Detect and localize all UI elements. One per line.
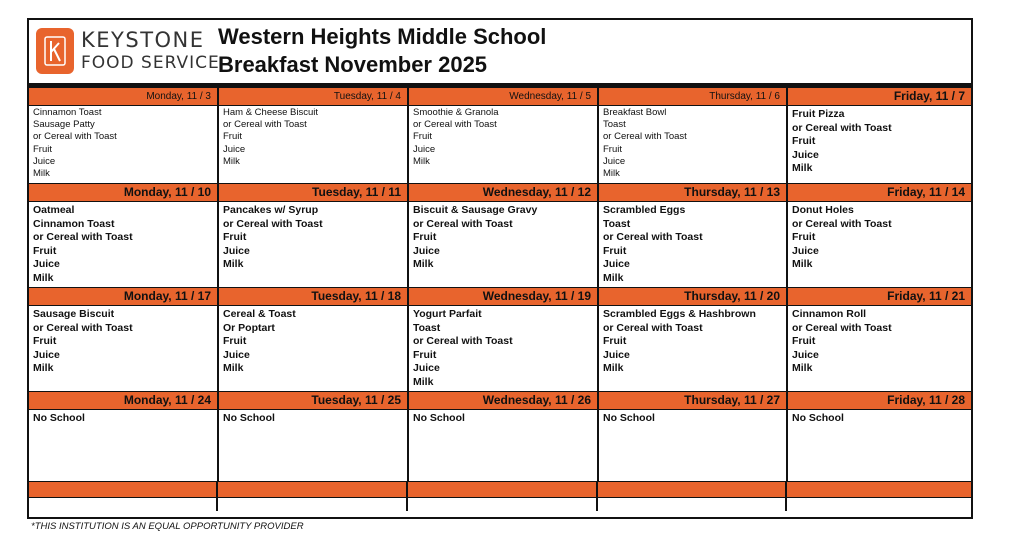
day-menu [597, 306, 786, 391]
week-header-row [29, 184, 971, 202]
menu-item: No School [33, 412, 85, 424]
menu-item: Fruit [413, 348, 437, 361]
menu-item: Milk [33, 362, 54, 375]
menu-item: Oatmeal [33, 204, 75, 216]
day-menu [407, 306, 597, 391]
menu-item: Juice [792, 348, 819, 361]
menu-item: Cinnamon Toast [33, 217, 115, 230]
menu-item: Milk [223, 155, 240, 167]
header [29, 20, 971, 88]
empty-week-body [29, 498, 971, 511]
day-header: Tuesday, 11 / 11 [217, 184, 407, 201]
menu-item: Fruit [603, 244, 627, 257]
day-menu [597, 202, 786, 287]
menu-item: Milk [792, 258, 813, 271]
menu-item: Fruit Pizza [792, 108, 845, 120]
brand-name: KEYSTONE [81, 28, 205, 52]
day-header: Tuesday, 11 / 4 [217, 88, 407, 105]
menu-item: Scrambled Eggs & Hashbrown [603, 308, 756, 320]
day-menu [786, 410, 971, 481]
menu-item: Juice [413, 362, 440, 375]
menu-item: No School [603, 412, 655, 424]
menu-item: Milk [33, 271, 54, 284]
menu-item: or Cereal with Toast [413, 119, 497, 131]
menu-item: or Cereal with Toast [413, 217, 513, 230]
week-body-row [29, 106, 971, 184]
menu-item: Juice [223, 244, 250, 257]
menu-title: Breakfast November 2025 [218, 52, 488, 77]
menu-item: Juice [33, 155, 56, 167]
menu-item: or Cereal with Toast [223, 217, 323, 230]
menu-item: or Cereal with Toast [792, 217, 892, 230]
brand-subtitle: FOOD SERVICE [81, 53, 220, 73]
menu-item: Fruit [33, 335, 57, 348]
menu-item: Juice [603, 155, 626, 167]
day-menu [597, 410, 786, 481]
day-header: Thursday, 11 / 6 [597, 88, 786, 105]
menu-item: Juice [413, 143, 436, 155]
week-header-row [29, 288, 971, 306]
day-header: Thursday, 11 / 20 [597, 288, 786, 305]
menu-item: Juice [413, 244, 440, 257]
divider [406, 498, 408, 511]
week-body-row [29, 410, 971, 482]
menu-item: Donut Holes [792, 204, 854, 216]
day-menu [407, 410, 597, 481]
menu-item: Sausage Biscuit [33, 308, 115, 320]
day-menu [407, 106, 597, 183]
day-header: Tuesday, 11 / 18 [217, 288, 407, 305]
day-menu [786, 202, 971, 287]
menu-item: Fruit [223, 131, 242, 143]
day-header: Wednesday, 11 / 19 [407, 288, 597, 305]
menu-item: Fruit [603, 143, 622, 155]
day-menu [29, 306, 217, 391]
day-menu [217, 202, 407, 287]
menu-item: or Cereal with Toast [603, 231, 703, 244]
menu-item: or Cereal with Toast [33, 231, 133, 244]
menu-item: Juice [792, 148, 819, 161]
menu-item: Toast [413, 321, 441, 334]
day-menu [217, 106, 407, 183]
menu-item: Yogurt Parfait [413, 308, 482, 320]
menu-item: Cereal & Toast [223, 308, 296, 320]
day-menu [29, 106, 217, 183]
day-menu [29, 410, 217, 481]
menu-item: No School [792, 412, 844, 424]
menu-item: or Cereal with Toast [33, 131, 117, 143]
menu-item: Milk [603, 271, 624, 284]
menu-item: Scrambled Eggs [603, 204, 686, 216]
keystone-logo-icon [36, 28, 74, 74]
menu-item: Milk [33, 168, 50, 180]
menu-item: Juice [603, 348, 630, 361]
menu-item: Milk [792, 362, 813, 375]
day-header: Thursday, 11 / 27 [597, 392, 786, 409]
menu-item: Fruit [792, 231, 816, 244]
menu-item: No School [413, 412, 465, 424]
equal-opportunity-note: *THIS INSTITUTION IS AN EQUAL OPPORTUNITY PROVIDER [31, 521, 304, 532]
menu-item: Fruit [223, 231, 247, 244]
divider [216, 482, 218, 497]
day-header: Monday, 11 / 3 [146, 91, 211, 102]
day-menu [217, 410, 407, 481]
menu-item: Smoothie & Granola [413, 107, 499, 118]
day-menu [597, 106, 786, 183]
menu-item: Milk [603, 362, 624, 375]
day-header: Thursday, 11 / 13 [597, 184, 786, 201]
menu-item: Juice [223, 348, 250, 361]
menu-item: Sausage Patty [33, 119, 95, 131]
menu-item: or Cereal with Toast [33, 321, 133, 334]
menu-item: Fruit [792, 335, 816, 348]
menu-item: Milk [413, 375, 434, 388]
menu-item: or Cereal with Toast [223, 119, 307, 131]
menu-item: No School [223, 412, 275, 424]
menu-item: or Cereal with Toast [413, 335, 513, 348]
menu-item: Biscuit & Sausage Gravy [413, 204, 538, 216]
menu-item: or Cereal with Toast [603, 321, 703, 334]
divider [596, 482, 598, 497]
day-menu [786, 306, 971, 391]
menu-item: Juice [792, 244, 819, 257]
menu-item: Juice [33, 258, 60, 271]
day-menu [217, 306, 407, 391]
menu-item: Fruit [603, 335, 627, 348]
menu-item: Milk [792, 162, 813, 175]
menu-item: Breakfast Bowl [603, 107, 667, 118]
menu-item: Milk [223, 362, 244, 375]
menu-item: Milk [603, 168, 620, 180]
menu-item: Fruit [413, 131, 432, 143]
menu-item: Pancakes w/ Syrup [223, 204, 319, 216]
day-header: Monday, 11 / 10 [123, 185, 211, 199]
divider [596, 498, 598, 511]
school-name: Western Heights Middle School [218, 24, 547, 49]
divider [406, 482, 408, 497]
day-header: Monday, 11 / 17 [123, 289, 211, 303]
menu-item: Toast [603, 119, 626, 131]
menu-item: Milk [413, 258, 434, 271]
menu-item: or Cereal with Toast [603, 131, 687, 143]
day-header: Friday, 11 / 28 [786, 392, 971, 409]
menu-item: Toast [603, 217, 631, 230]
menu-item: Fruit [33, 143, 52, 155]
day-header: Tuesday, 11 / 25 [217, 392, 407, 409]
week-grid [29, 88, 971, 511]
divider [785, 498, 787, 511]
day-header: Friday, 11 / 7 [786, 88, 971, 105]
menu-item: Fruit [223, 335, 247, 348]
menu-item: Juice [33, 348, 60, 361]
menu-item: or Cereal with Toast [792, 121, 892, 134]
divider [785, 482, 787, 497]
day-header: Friday, 11 / 21 [786, 288, 971, 305]
menu-item: Milk [223, 258, 244, 271]
week-header-row [29, 88, 971, 106]
menu-item: Fruit [413, 231, 437, 244]
day-menu [407, 202, 597, 287]
divider [216, 498, 218, 511]
day-menu [786, 106, 971, 183]
menu-item: or Cereal with Toast [792, 321, 892, 334]
menu-item: Or Poptart [223, 321, 275, 334]
day-menu [29, 202, 217, 287]
menu-item: Juice [223, 143, 246, 155]
menu-item: Fruit [792, 135, 816, 148]
week-header-row [29, 392, 971, 410]
menu-item: Cinnamon Roll [792, 308, 867, 320]
day-header: Monday, 11 / 24 [123, 393, 211, 407]
day-header: Wednesday, 11 / 12 [407, 184, 597, 201]
menu-calendar [27, 18, 973, 519]
menu-item: Ham & Cheese Biscuit [223, 107, 319, 118]
day-header: Friday, 11 / 14 [786, 184, 971, 201]
menu-item: Fruit [33, 244, 57, 257]
empty-week-header [29, 482, 971, 498]
week-body-row [29, 202, 971, 288]
day-header: Wednesday, 11 / 5 [407, 88, 597, 105]
menu-item: Milk [413, 155, 430, 167]
menu-item: Juice [603, 258, 630, 271]
week-body-row [29, 306, 971, 392]
menu-item: Cinnamon Toast [33, 107, 102, 118]
day-header: Wednesday, 11 / 26 [407, 392, 597, 409]
